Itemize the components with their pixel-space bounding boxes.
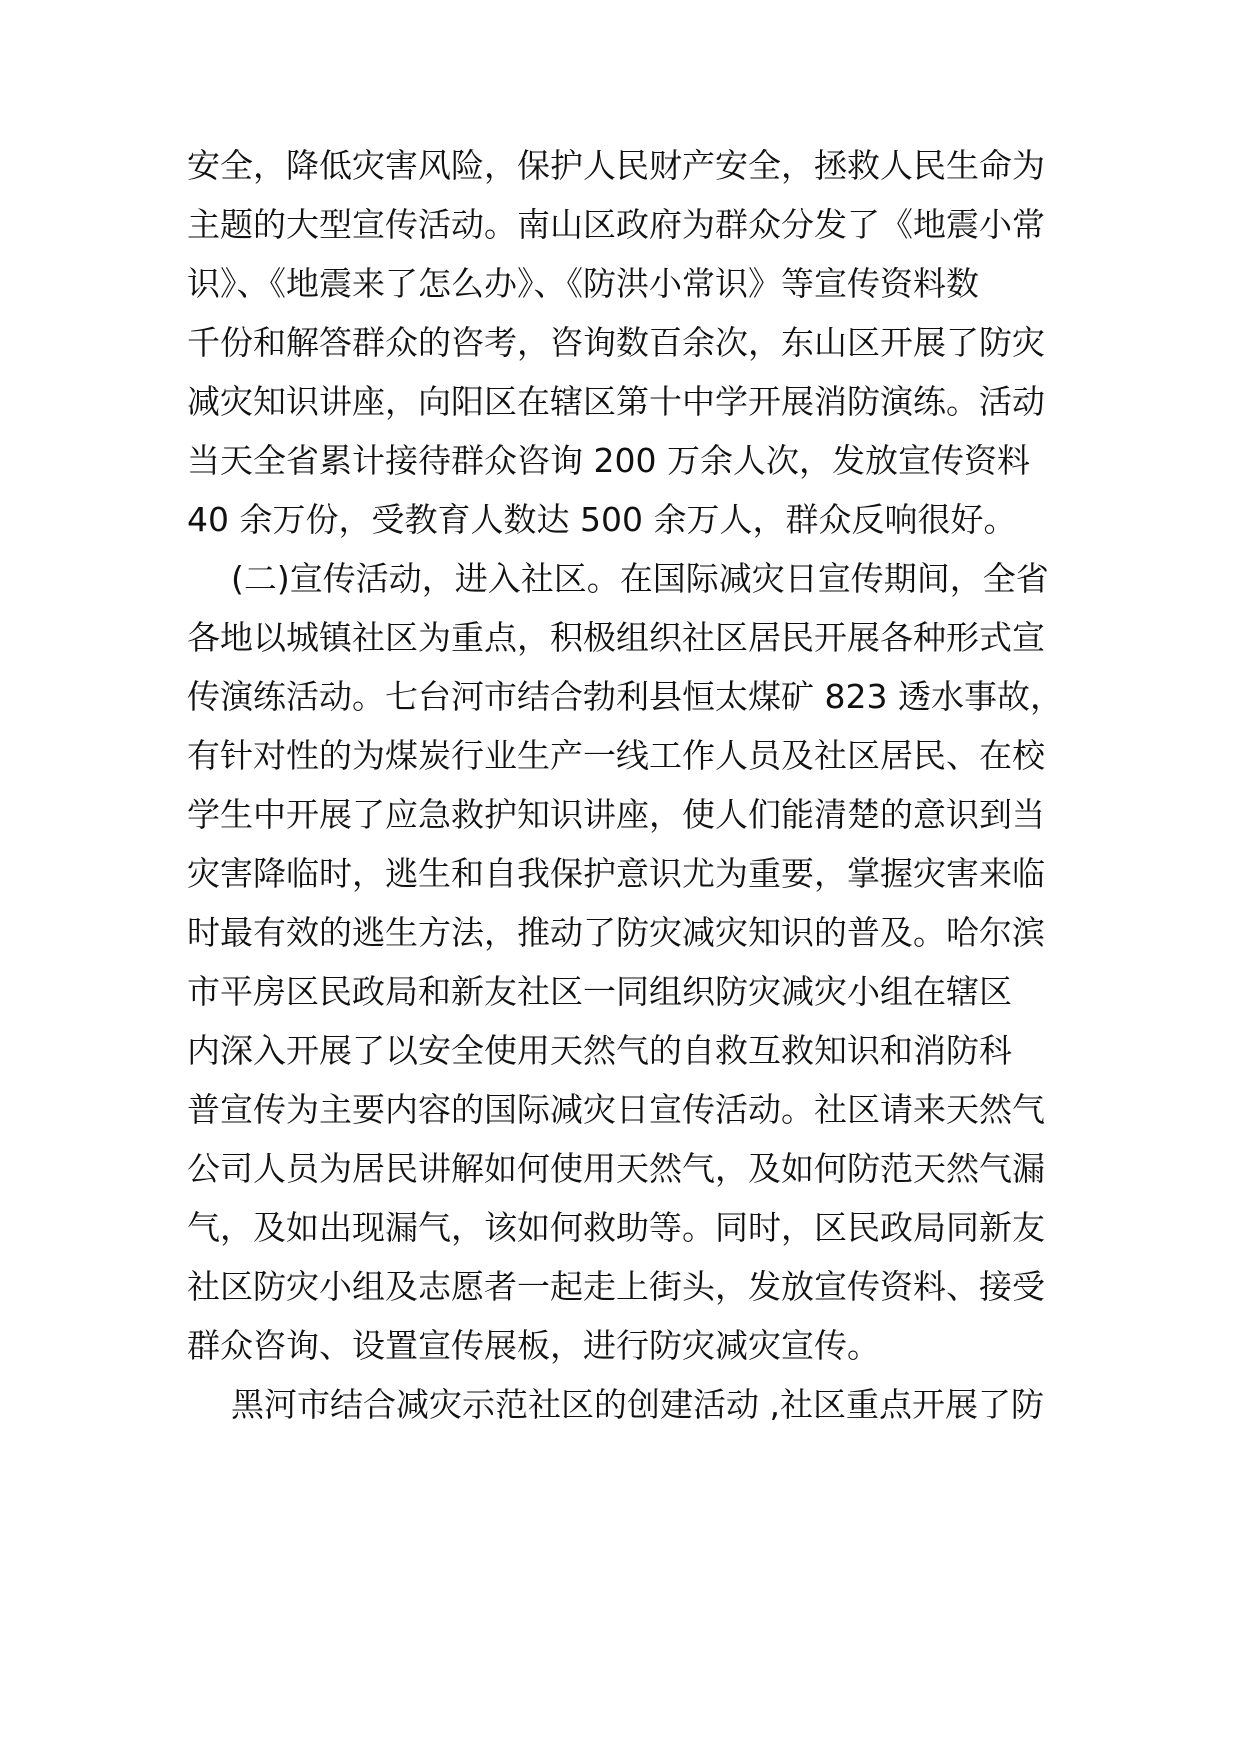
text-line: 群众咨询、设置宣传展板，进行防灾减灾宣传。 — [187, 1326, 880, 1365]
text-line: 40 余万份，受教育人数达 500 余万人，群众反响很好。 — [187, 500, 1017, 539]
text-line: 内深入开展了以安全使用天然气的自救互救知识和消防科 — [187, 1031, 1012, 1070]
text-line: 识》、《地震来了怎么办》、《防洪小常识》等宣传资料数 — [187, 264, 979, 303]
text-line: 市平房区民政局和新友社区一同组织防灾减灾小组在辖区 — [187, 972, 1012, 1011]
paragraph-start-line: (二)宣传活动，进入社区。在国际减灾日宣传期间，全省 — [231, 559, 1049, 598]
text-line: 气，及如出现漏气，该如何救助等。同时，区民政局同新友 — [187, 1208, 1045, 1247]
text-line: 安全，降低灾害风险，保护人民财产安全，拯救人民生命为 — [187, 146, 1045, 185]
text-line: 减灾知识讲座，向阳区在辖区第十中学开展消防演练。活动 — [187, 382, 1045, 421]
text-line: 各地以城镇社区为重点，积极组织社区居民开展各种形式宣 — [187, 618, 1045, 657]
paragraph-start-line: 黑河市结合减灾示范社区的创建活动 ,社区重点开展了防 — [231, 1385, 1044, 1424]
text-line: 传演练活动。七台河市结合勃利县恒太煤矿 823 透水事故， — [187, 677, 1063, 716]
text-line: 社区防灾小组及志愿者一起走上街头，发放宣传资料、接受 — [187, 1267, 1045, 1306]
text-line: 有针对性的为煤炭行业生产一线工作人员及社区居民、在校 — [187, 736, 1045, 775]
text-line: 时最有效的逃生方法，推动了防灾减灾知识的普及。哈尔滨 — [187, 913, 1045, 952]
text-line: 灾害降临时，逃生和自我保护意识尤为重要，掌握灾害来临 — [187, 854, 1045, 893]
text-line: 当天全省累计接待群众咨询 200 万余人次，发放宣传资料 — [187, 441, 1030, 480]
text-line: 普宣传为主要内容的国际减灾日宣传活动。社区请来天然气 — [187, 1090, 1045, 1129]
text-line: 公司人员为居民讲解如何使用天然气，及如何防范天然气漏 — [187, 1149, 1045, 1188]
text-line: 千份和解答群众的咨考，咨询数百余次，东山区开展了防灾 — [187, 323, 1045, 362]
text-line: 学生中开展了应急救护知识讲座，使人们能清楚的意识到当 — [187, 795, 1045, 834]
text-line: 主题的大型宣传活动。南山区政府为群众分发了《地震小常 — [187, 205, 1045, 244]
